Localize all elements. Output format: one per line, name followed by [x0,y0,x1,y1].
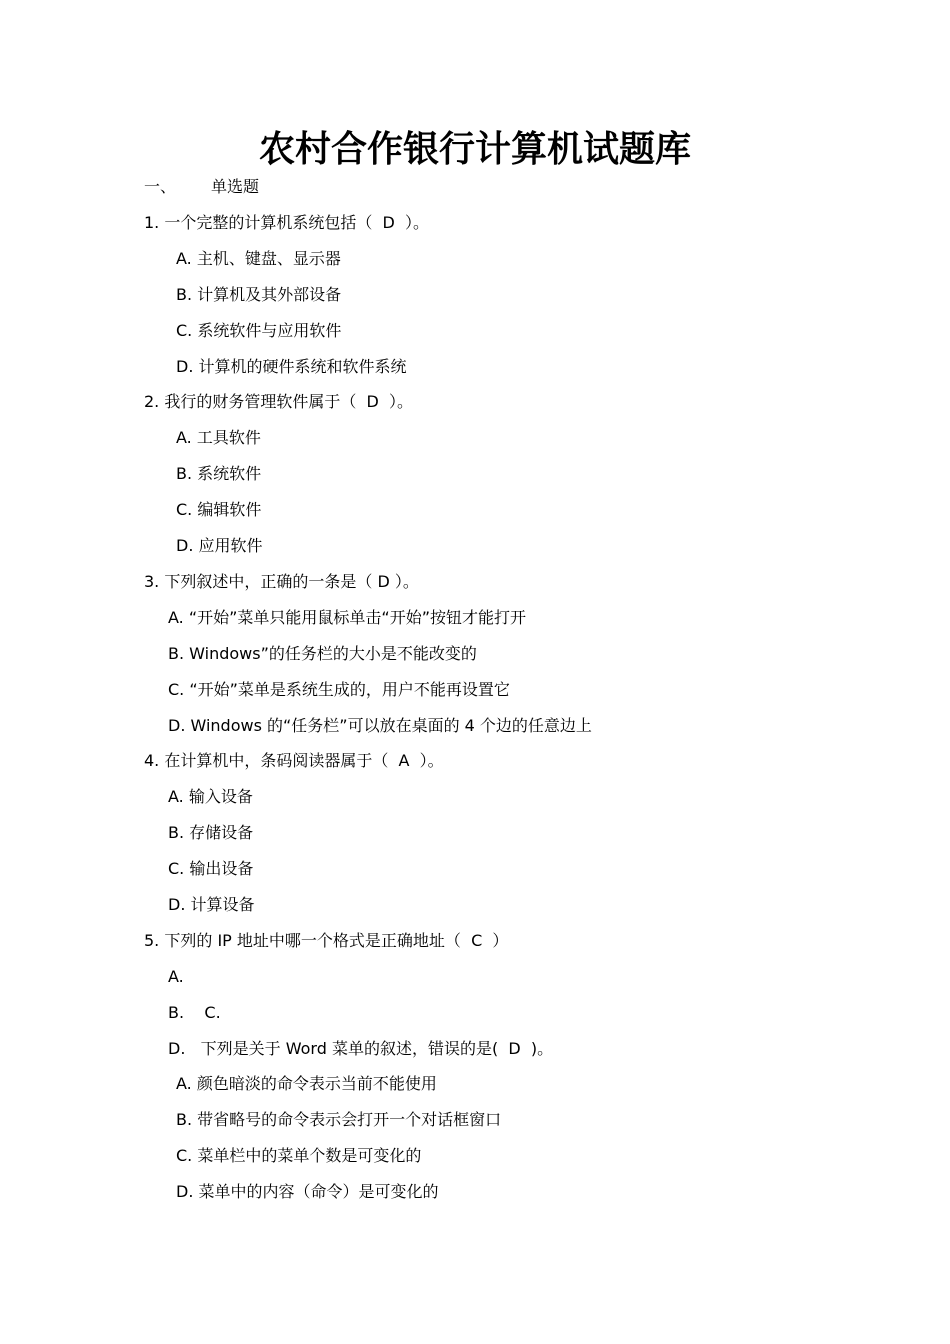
q6-option-b: B. 带省略号的命令表示会打开一个对话框窗口 [176,1110,502,1129]
question-2: 2. 我行的财务管理软件属于（ D ）。 [144,392,414,411]
q2-option-a: A. 工具软件 [176,428,261,447]
section-number: 一、 [144,177,177,196]
q1-option-c: C. 系统软件与应用软件 [176,321,342,340]
question-1: 1. 一个完整的计算机系统包括（ D ）。 [144,213,430,232]
q3-option-c: C. “开始”菜单是系统生成的，用户不能再设置它 [168,680,510,699]
section-heading: 单选题 [211,177,260,196]
q1-option-b: B. 计算机及其外部设备 [176,285,342,304]
q2-option-b: B. 系统软件 [176,464,262,483]
q3-option-d: D. Windows 的“任务栏”可以放在桌面的 4 个边的任意边上 [168,716,592,735]
q4-option-b: B. 存储设备 [168,823,254,842]
q5-option-a: A. [168,967,184,986]
q2-option-c: C. 编辑软件 [176,500,262,519]
q3-option-a: A. “开始”菜单只能用鼠标单击“开始”按钮才能打开 [168,608,526,627]
q1-option-a: A. 主机、键盘、显示器 [176,249,341,268]
q6-option-c: C. 菜单栏中的菜单个数是可变化的 [176,1146,422,1165]
q4-option-d: D. 计算设备 [168,895,255,914]
q3-option-b: B. Windows”的任务栏的大小是不能改变的 [168,644,477,663]
q5-option-b-c: B. C. [168,1003,221,1022]
q1-option-d: D. 计算机的硬件系统和软件系统 [176,357,407,376]
q2-option-d: D. 应用软件 [176,536,263,555]
question-4: 4. 在计算机中，条码阅读器属于（ A ）。 [144,751,444,770]
document-title: 农村合作银行计算机试题库 [258,128,691,170]
q5-option-d-question-6: D. 下列是关于 Word 菜单的叙述，错误的是( D )。 [168,1039,554,1058]
question-5: 5. 下列的 IP 地址中哪一个格式是正确地址（ C ） [144,931,509,950]
q4-option-a: A. 输入设备 [168,787,253,806]
q6-option-d: D. 菜单中的内容（命令）是可变化的 [176,1182,439,1201]
q6-option-a: A. 颜色暗淡的命令表示当前不能使用 [176,1074,437,1093]
question-3: 3. 下列叙述中，正确的一条是（ D ）。 [144,572,419,591]
q4-option-c: C. 输出设备 [168,859,254,878]
